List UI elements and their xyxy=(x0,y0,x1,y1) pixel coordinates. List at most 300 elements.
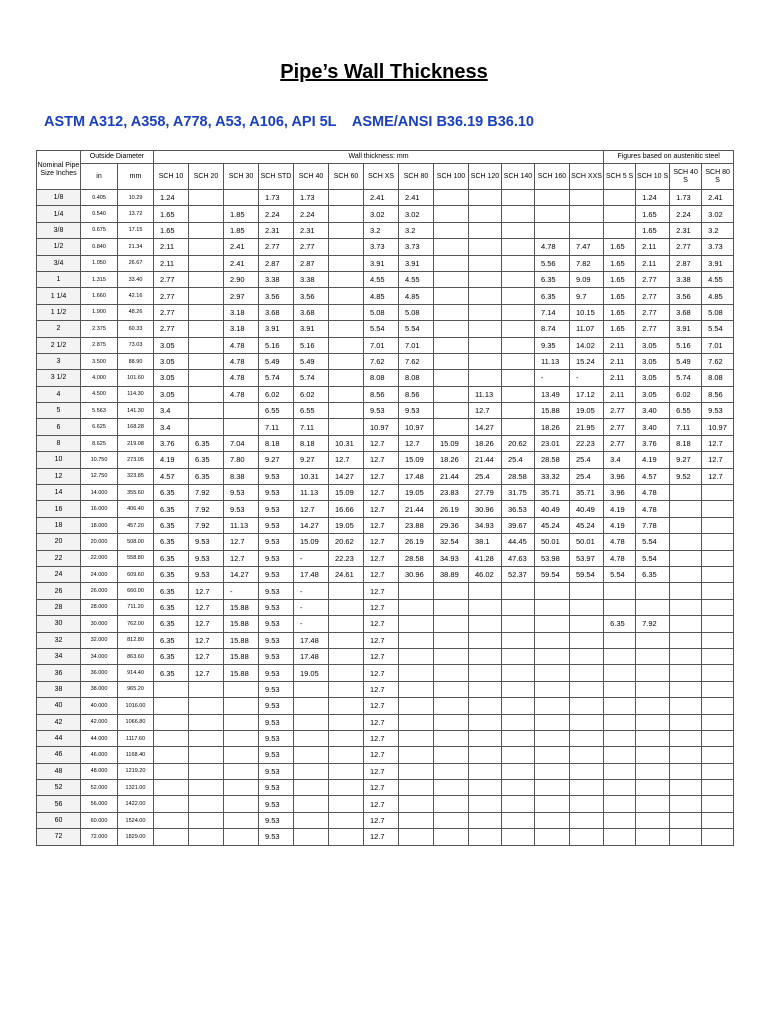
thickness-cell xyxy=(535,714,570,730)
thickness-cell xyxy=(189,353,224,369)
thickness-cell xyxy=(702,599,734,615)
nominal-size-cell: 2 1/2 xyxy=(37,337,81,353)
thickness-cell xyxy=(224,763,259,779)
thickness-cell: 4.19 xyxy=(604,517,636,533)
thickness-cell: 3.4 xyxy=(154,419,189,435)
thickness-cell xyxy=(224,419,259,435)
thickness-cell: 6.35 xyxy=(189,435,224,451)
thickness-cell xyxy=(535,190,570,206)
thickness-cell: 38.89 xyxy=(434,566,469,582)
thickness-cell xyxy=(570,829,604,845)
thickness-cell: 45.24 xyxy=(570,517,604,533)
od-in-cell: 18.000 xyxy=(81,517,118,533)
thickness-cell: 19.05 xyxy=(399,485,434,501)
thickness-cell: 1.65 xyxy=(604,321,636,337)
thickness-cell: 59.54 xyxy=(570,566,604,582)
thickness-cell: 9.53 xyxy=(189,534,224,550)
thickness-cell: 9.53 xyxy=(259,599,294,615)
thickness-cell: 6.35 xyxy=(154,534,189,550)
thickness-cell xyxy=(154,681,189,697)
thickness-cell: 4.85 xyxy=(702,288,734,304)
thickness-cell: 12.7 xyxy=(364,632,399,648)
thickness-cell xyxy=(399,730,434,746)
thickness-cell xyxy=(329,796,364,812)
thickness-cell xyxy=(189,206,224,222)
outside-diameter-header: Outside Diameter xyxy=(81,151,154,164)
thickness-cell: 2.87 xyxy=(294,255,329,271)
od-mm-cell: 101.60 xyxy=(118,370,154,386)
thickness-cell xyxy=(570,222,604,238)
thickness-cell xyxy=(329,222,364,238)
thickness-cell: 19.05 xyxy=(329,517,364,533)
od-in-cell: 48.000 xyxy=(81,763,118,779)
thickness-cell xyxy=(294,747,329,763)
thickness-cell: 2.11 xyxy=(154,255,189,271)
thickness-cell: 9.53 xyxy=(259,763,294,779)
thickness-cell xyxy=(224,190,259,206)
thickness-cell xyxy=(329,304,364,320)
schedule-header: SCH XS xyxy=(364,164,399,190)
thickness-cell: 3.05 xyxy=(154,370,189,386)
thickness-cell: 12.7 xyxy=(189,632,224,648)
thickness-cell xyxy=(502,206,535,222)
thickness-cell xyxy=(502,796,535,812)
thickness-cell xyxy=(434,714,469,730)
thickness-cell: 46.02 xyxy=(469,566,502,582)
thickness-cell: 7.92 xyxy=(189,501,224,517)
thickness-cell xyxy=(535,698,570,714)
od-mm-cell: 965.20 xyxy=(118,681,154,697)
thickness-cell: 27.79 xyxy=(469,485,502,501)
thickness-cell: 9.53 xyxy=(259,829,294,845)
thickness-cell xyxy=(570,665,604,681)
thickness-cell xyxy=(434,386,469,402)
thickness-cell xyxy=(434,780,469,796)
thickness-cell xyxy=(702,485,734,501)
thickness-cell: 3.68 xyxy=(259,304,294,320)
thickness-cell: 17.48 xyxy=(294,632,329,648)
thickness-cell xyxy=(329,583,364,599)
thickness-cell xyxy=(670,763,702,779)
thickness-cell xyxy=(604,665,636,681)
od-in-cell: 14.000 xyxy=(81,485,118,501)
thickness-cell: 9.53 xyxy=(259,812,294,828)
thickness-cell: 8.38 xyxy=(224,468,259,484)
table-row xyxy=(37,730,734,746)
thickness-cell xyxy=(502,599,535,615)
schedule-header: SCH 140 xyxy=(502,164,535,190)
thickness-cell xyxy=(502,255,535,271)
od-in-cell: 4.500 xyxy=(81,386,118,402)
nominal-size-cell: 3 1/2 xyxy=(37,370,81,386)
thickness-cell xyxy=(469,288,502,304)
od-mm-cell: 914.40 xyxy=(118,665,154,681)
thickness-cell xyxy=(189,386,224,402)
thickness-cell: 18.26 xyxy=(469,435,502,451)
thickness-cell xyxy=(329,419,364,435)
nominal-size-cell: 18 xyxy=(37,517,81,533)
thickness-cell xyxy=(570,190,604,206)
thickness-cell xyxy=(702,517,734,533)
thickness-cell xyxy=(469,599,502,615)
thickness-cell: 8.56 xyxy=(702,386,734,402)
thickness-cell: 3.02 xyxy=(399,206,434,222)
thickness-cell xyxy=(434,370,469,386)
thickness-cell xyxy=(469,337,502,353)
thickness-cell xyxy=(469,714,502,730)
thickness-cell xyxy=(502,780,535,796)
thickness-cell xyxy=(224,681,259,697)
thickness-cell xyxy=(702,550,734,566)
od-in-cell: 52.000 xyxy=(81,780,118,796)
thickness-cell xyxy=(535,780,570,796)
thickness-cell: 12.7 xyxy=(224,550,259,566)
thickness-cell xyxy=(570,616,604,632)
thickness-cell: 1.65 xyxy=(636,222,670,238)
thickness-cell xyxy=(294,763,329,779)
thickness-cell: 14.27 xyxy=(329,468,364,484)
thickness-cell xyxy=(189,337,224,353)
nominal-size-cell: 32 xyxy=(37,632,81,648)
thickness-cell xyxy=(189,255,224,271)
thickness-cell xyxy=(294,812,329,828)
thickness-cell xyxy=(604,780,636,796)
thickness-cell: 12.7 xyxy=(364,648,399,664)
thickness-cell xyxy=(224,780,259,796)
table-row xyxy=(37,747,734,763)
nominal-size-cell: 36 xyxy=(37,665,81,681)
thickness-cell xyxy=(702,681,734,697)
thickness-cell: 6.02 xyxy=(259,386,294,402)
thickness-cell xyxy=(636,583,670,599)
thickness-cell xyxy=(604,747,636,763)
table-row xyxy=(37,321,734,337)
nominal-size-cell: 22 xyxy=(37,550,81,566)
thickness-cell: 5.54 xyxy=(604,566,636,582)
thickness-cell: 2.11 xyxy=(604,370,636,386)
schedule-header: SCH 60 xyxy=(329,164,364,190)
table-row xyxy=(37,468,734,484)
thickness-cell xyxy=(502,583,535,599)
thickness-cell: 34.93 xyxy=(434,550,469,566)
thickness-cell: 18.26 xyxy=(535,419,570,435)
thickness-cell: 9.53 xyxy=(259,583,294,599)
thickness-cell xyxy=(670,566,702,582)
thickness-cell xyxy=(702,566,734,582)
thickness-cell xyxy=(469,730,502,746)
od-mm-cell: 1829.00 xyxy=(118,829,154,845)
od-in-cell: 12.750 xyxy=(81,468,118,484)
thickness-cell: 12.7 xyxy=(189,599,224,615)
od-mm-cell: 711.20 xyxy=(118,599,154,615)
thickness-cell: 3.40 xyxy=(636,419,670,435)
thickness-cell xyxy=(189,403,224,419)
thickness-cell: 12.7 xyxy=(364,714,399,730)
thickness-cell xyxy=(469,796,502,812)
thickness-cell xyxy=(469,763,502,779)
od-mm-cell: 21.34 xyxy=(118,239,154,255)
thickness-cell xyxy=(189,812,224,828)
thickness-cell xyxy=(636,829,670,845)
thickness-cell xyxy=(329,190,364,206)
thickness-cell: 12.7 xyxy=(364,616,399,632)
thickness-cell: 6.35 xyxy=(535,271,570,287)
thickness-cell xyxy=(469,681,502,697)
thickness-cell xyxy=(189,796,224,812)
schedule-header: SCH 40 S xyxy=(670,164,702,190)
thickness-cell: 9.53 xyxy=(702,403,734,419)
od-in-cell: 16.000 xyxy=(81,501,118,517)
thickness-cell xyxy=(294,829,329,845)
thickness-cell: 3.05 xyxy=(636,386,670,402)
thickness-cell xyxy=(434,403,469,419)
thickness-cell: 15.24 xyxy=(570,353,604,369)
od-in-cell: 1.315 xyxy=(81,271,118,287)
wall-thickness-header: Wall thickness: mm xyxy=(154,151,604,164)
thickness-cell: 7.62 xyxy=(399,353,434,369)
thickness-cell: 59.54 xyxy=(535,566,570,582)
thickness-cell xyxy=(570,763,604,779)
od-mm-cell: 323.85 xyxy=(118,468,154,484)
thickness-cell xyxy=(670,780,702,796)
thickness-cell xyxy=(469,190,502,206)
thickness-cell xyxy=(434,747,469,763)
od-mm-cell: 863.60 xyxy=(118,648,154,664)
thickness-cell: 9.53 xyxy=(259,665,294,681)
od-in-cell: 1.900 xyxy=(81,304,118,320)
od-mm-cell: 1066.80 xyxy=(118,714,154,730)
thickness-cell xyxy=(636,665,670,681)
thickness-cell xyxy=(329,780,364,796)
thickness-cell xyxy=(329,829,364,845)
nominal-size-cell: 46 xyxy=(37,747,81,763)
nominal-size-cell: 1/8 xyxy=(37,190,81,206)
thickness-cell xyxy=(434,304,469,320)
thickness-cell: 9.53 xyxy=(259,468,294,484)
thickness-cell xyxy=(434,681,469,697)
thickness-cell xyxy=(154,829,189,845)
thickness-cell: 21.44 xyxy=(399,501,434,517)
od-in-cell: 28.000 xyxy=(81,599,118,615)
thickness-cell xyxy=(604,222,636,238)
thickness-cell xyxy=(399,714,434,730)
thickness-cell xyxy=(469,206,502,222)
thickness-cell xyxy=(294,796,329,812)
schedule-header: SCH 80 xyxy=(399,164,434,190)
thickness-cell: 2.31 xyxy=(670,222,702,238)
thickness-cell: 3.4 xyxy=(604,452,636,468)
thickness-cell: 18.26 xyxy=(434,452,469,468)
thickness-cell xyxy=(670,501,702,517)
thickness-cell xyxy=(434,698,469,714)
thickness-cell: 1.85 xyxy=(224,222,259,238)
thickness-cell: 2.11 xyxy=(604,386,636,402)
thickness-cell: 2.77 xyxy=(604,403,636,419)
thickness-cell: 6.02 xyxy=(670,386,702,402)
thickness-cell xyxy=(224,796,259,812)
thickness-cell xyxy=(434,222,469,238)
nominal-size-cell: 20 xyxy=(37,534,81,550)
thickness-cell: 2.11 xyxy=(636,239,670,255)
thickness-cell xyxy=(604,796,636,812)
thickness-cell: 35.71 xyxy=(535,485,570,501)
thickness-cell xyxy=(224,730,259,746)
thickness-cell xyxy=(329,337,364,353)
thickness-cell xyxy=(189,222,224,238)
thickness-cell: 7.62 xyxy=(364,353,399,369)
thickness-cell: 9.53 xyxy=(259,501,294,517)
thickness-cell xyxy=(535,632,570,648)
thickness-cell xyxy=(329,206,364,222)
thickness-cell: 38.1 xyxy=(469,534,502,550)
thickness-cell: 4.78 xyxy=(224,386,259,402)
thickness-cell: 12.7 xyxy=(329,452,364,468)
thickness-cell xyxy=(570,681,604,697)
thickness-cell: 16.66 xyxy=(329,501,364,517)
od-mm-cell: 141.30 xyxy=(118,403,154,419)
od-mm-cell: 13.72 xyxy=(118,206,154,222)
table-row xyxy=(37,419,734,435)
thickness-cell: 32.54 xyxy=(434,534,469,550)
thickness-cell: 4.85 xyxy=(399,288,434,304)
thickness-cell: 12.7 xyxy=(364,829,399,845)
thickness-cell: 2.87 xyxy=(259,255,294,271)
nominal-size-cell: 24 xyxy=(37,566,81,582)
table-row xyxy=(37,403,734,419)
od-mm-header: mm xyxy=(118,164,154,190)
thickness-cell xyxy=(224,812,259,828)
thickness-cell xyxy=(224,714,259,730)
thickness-cell xyxy=(434,763,469,779)
thickness-cell: 8.08 xyxy=(399,370,434,386)
od-in-cell: 5.563 xyxy=(81,403,118,419)
od-in-cell: 46.000 xyxy=(81,747,118,763)
thickness-cell xyxy=(434,730,469,746)
schedule-header: SCH 40 xyxy=(294,164,329,190)
thickness-cell: 7.78 xyxy=(636,517,670,533)
thickness-cell: 3.38 xyxy=(259,271,294,287)
thickness-cell: 25.4 xyxy=(570,468,604,484)
od-in-cell: 3.500 xyxy=(81,353,118,369)
thickness-cell: 10.97 xyxy=(364,419,399,435)
thickness-cell xyxy=(604,714,636,730)
od-mm-cell: 26.67 xyxy=(118,255,154,271)
thickness-cell: 2.77 xyxy=(636,304,670,320)
od-mm-cell: 1219.20 xyxy=(118,763,154,779)
od-in-cell: 42.000 xyxy=(81,714,118,730)
od-mm-cell: 1422.00 xyxy=(118,796,154,812)
thickness-cell xyxy=(502,730,535,746)
od-mm-cell: 1168.40 xyxy=(118,747,154,763)
thickness-cell: 2.77 xyxy=(604,419,636,435)
thickness-cell: 4.55 xyxy=(364,271,399,287)
thickness-cell: 6.55 xyxy=(294,403,329,419)
thickness-cell xyxy=(502,222,535,238)
thickness-cell: 1.73 xyxy=(670,190,702,206)
thickness-cell: 9.53 xyxy=(259,730,294,746)
thickness-cell: 21.95 xyxy=(570,419,604,435)
thickness-cell: 8.08 xyxy=(364,370,399,386)
thickness-cell: 2.77 xyxy=(636,288,670,304)
thickness-cell: 2.77 xyxy=(259,239,294,255)
table-row xyxy=(37,206,734,222)
thickness-cell: 15.88 xyxy=(535,403,570,419)
thickness-cell: 12.7 xyxy=(364,517,399,533)
thickness-cell xyxy=(502,681,535,697)
thickness-cell: 1.73 xyxy=(259,190,294,206)
nominal-size-cell: 72 xyxy=(37,829,81,845)
thickness-cell: 9.53 xyxy=(259,485,294,501)
thickness-cell: 7.11 xyxy=(294,419,329,435)
thickness-cell: 8.18 xyxy=(259,435,294,451)
thickness-cell xyxy=(570,812,604,828)
thickness-cell xyxy=(469,648,502,664)
thickness-cell xyxy=(535,206,570,222)
thickness-cell: 3.76 xyxy=(154,435,189,451)
od-in-cell: 8.625 xyxy=(81,435,118,451)
thickness-cell: 7.01 xyxy=(364,337,399,353)
thickness-cell xyxy=(329,353,364,369)
thickness-cell: 2.77 xyxy=(154,288,189,304)
thickness-cell xyxy=(535,583,570,599)
schedule-header: SCH 30 xyxy=(224,164,259,190)
thickness-cell xyxy=(636,763,670,779)
nominal-size-cell: 6 xyxy=(37,419,81,435)
thickness-cell: 6.02 xyxy=(294,386,329,402)
thickness-cell: 1.24 xyxy=(636,190,670,206)
thickness-cell: 12.7 xyxy=(702,468,734,484)
thickness-cell: 7.11 xyxy=(670,419,702,435)
thickness-cell: 3.91 xyxy=(259,321,294,337)
thickness-cell xyxy=(154,812,189,828)
table-row xyxy=(37,534,734,550)
thickness-cell: 7.92 xyxy=(189,517,224,533)
thickness-cell xyxy=(469,812,502,828)
thickness-cell: 10.97 xyxy=(399,419,434,435)
thickness-cell xyxy=(399,632,434,648)
thickness-cell xyxy=(329,271,364,287)
thickness-cell: 4.19 xyxy=(604,501,636,517)
thickness-cell: 3.91 xyxy=(364,255,399,271)
thickness-cell: 5.54 xyxy=(364,321,399,337)
thickness-cell xyxy=(294,714,329,730)
thickness-cell: 20.62 xyxy=(329,534,364,550)
thickness-cell: 9.27 xyxy=(294,452,329,468)
thickness-cell: 1.65 xyxy=(636,206,670,222)
thickness-cell xyxy=(154,796,189,812)
thickness-cell: 47.63 xyxy=(502,550,535,566)
thickness-cell xyxy=(189,288,224,304)
thickness-cell: 2.11 xyxy=(636,255,670,271)
thickness-cell xyxy=(224,829,259,845)
thickness-cell: 9.53 xyxy=(259,681,294,697)
thickness-cell xyxy=(434,829,469,845)
thickness-cell: 25.4 xyxy=(469,468,502,484)
thickness-cell xyxy=(570,730,604,746)
thickness-cell: 6.35 xyxy=(535,288,570,304)
od-in-cell: 32.000 xyxy=(81,632,118,648)
schedule-header: SCH 10 S xyxy=(636,164,670,190)
thickness-cell: 9.53 xyxy=(259,714,294,730)
thickness-cell: 1.65 xyxy=(604,288,636,304)
thickness-cell xyxy=(702,829,734,845)
thickness-cell: 12.7 xyxy=(364,583,399,599)
thickness-cell xyxy=(604,583,636,599)
thickness-cell xyxy=(469,222,502,238)
thickness-cell xyxy=(702,780,734,796)
thickness-cell: 22.23 xyxy=(329,550,364,566)
thickness-cell: 3.18 xyxy=(224,321,259,337)
